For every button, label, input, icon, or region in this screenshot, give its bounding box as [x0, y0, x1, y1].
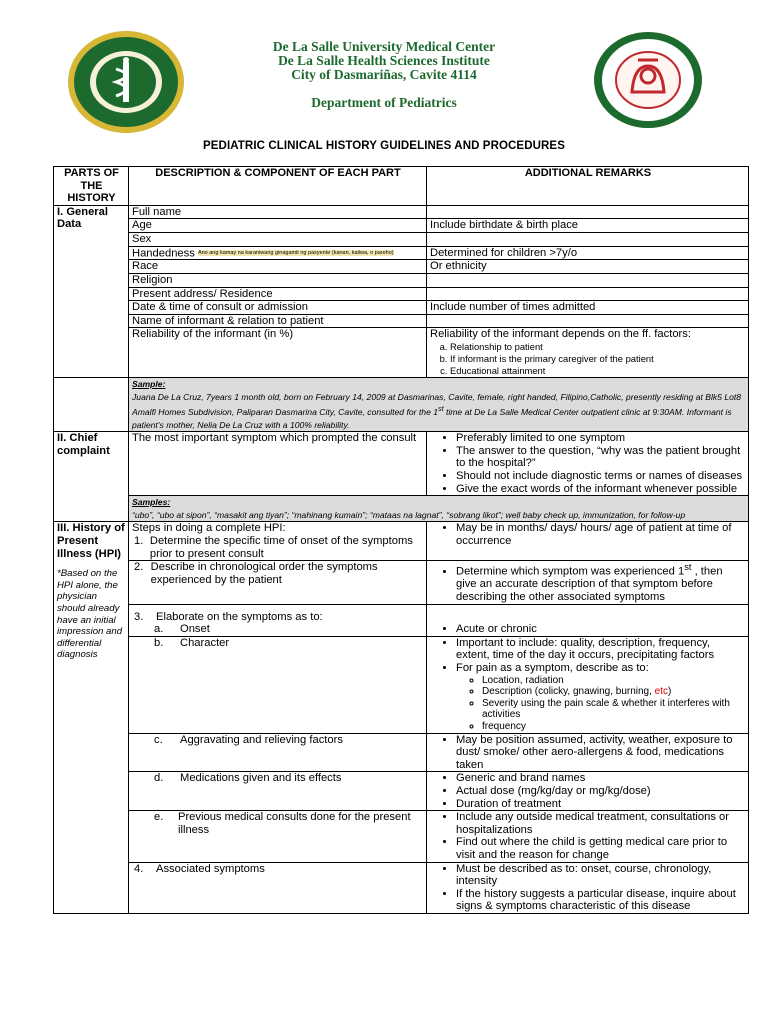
- step-text: Aggravating and relieving factors: [180, 733, 343, 746]
- col-header-parts: PARTS OF THE HISTORY: [54, 167, 129, 206]
- samples-label: Samples:: [132, 497, 171, 508]
- row-remark: [427, 205, 749, 219]
- list-item: • Give the exact words of the informant whenever possible: [456, 483, 746, 496]
- general-data-sample: [129, 377, 749, 431]
- document-title: PEDIATRIC CLINICAL HISTORY GUIDELINES AND PROCEDURES: [203, 140, 565, 152]
- hpi-step2-remark: [427, 561, 749, 605]
- department-name: Department of Pediatrics: [311, 95, 457, 110]
- list-item: [482, 686, 746, 698]
- row-desc: Date & time of consult or admission: [129, 301, 427, 315]
- list-item: • Include any outside medical treatment, consultations or hospitalizations: [456, 811, 746, 836]
- table-row: [54, 314, 749, 328]
- table-row: [54, 260, 749, 274]
- step-1: [132, 535, 424, 560]
- row-desc: Age: [129, 219, 427, 233]
- institution-name: De La Salle University Medical Center: [272, 39, 496, 54]
- step-number: 1.: [134, 534, 144, 547]
- list-item: • For pain as a symptom, describe as to:: [456, 662, 746, 675]
- hpi-step1: [129, 522, 427, 561]
- part-chief-complaint: II. Chief complaint: [54, 432, 129, 522]
- row-desc-handedness: [129, 246, 427, 260]
- hpi-note: *Based on the HPI alone, the physician should already have an initial impression and differential diagnosis: [57, 568, 123, 661]
- part-general-data: I. General Data: [54, 205, 129, 377]
- hpi-previous-consults-remark: [427, 811, 749, 862]
- step-3b: [132, 637, 424, 650]
- table-row: [54, 232, 749, 246]
- step-text: Previous medical consults done for the present illness: [177, 811, 411, 836]
- hpi-steps-intro: Steps in doing a complete HPI:: [132, 522, 286, 535]
- handedness-label: Handedness: [132, 246, 195, 259]
- sample-row: [54, 496, 749, 522]
- list-item: ◦ Severity using the pain scale & whether it interferes with activities: [482, 698, 746, 721]
- table-row: [54, 219, 749, 233]
- remark-text-cont: , then give an accurate description of that symptom before describing the other associated symptoms: [456, 565, 723, 604]
- hpi-medications: [129, 772, 427, 811]
- row-desc: Sex: [129, 232, 427, 246]
- step-letter: d.: [154, 772, 164, 785]
- sample-text: Juana De La Cruz, 7years 1 month old, born on February 14, 2009 at Dasmarinas, Cavite, female, right handed, Filipino,Catholic, presently residing at Blk5 Lot8 Amalfi Homes Subdivision, Paliparan Dasmarina City, Cavite, consulted for the 1: [132, 391, 742, 418]
- row-remark: Determined for children >7y/o: [427, 246, 749, 260]
- list-item: • The answer to the question, “why was the patient brought to the hospital?”: [456, 445, 746, 470]
- step-text: Describe in chronological order the symptoms experienced by the patient: [150, 561, 378, 586]
- step-letter: a.: [154, 623, 164, 636]
- reliability-intro: Reliability of the informant depends on the ff. factors:: [430, 328, 691, 341]
- pain-text: Description (colicky, gnawing, burning,: [482, 686, 655, 698]
- list-item: • May be in months/ days/ hours/ age of patient at time of occurrence: [456, 522, 746, 547]
- step-3a: [132, 623, 424, 636]
- remark-text: Determine which symptom was experienced 1: [456, 565, 685, 578]
- row-desc: Reliability of the informant (in %): [129, 328, 427, 378]
- letterhead: [0, 0, 768, 130]
- sample-text-cont: time at De La Salle Medical Center outpatient clinic at 9:30AM. Informant is patient’s mother, Nelia De La Cruz with a 100% reliability.: [132, 407, 732, 430]
- step-text: Character: [180, 636, 230, 649]
- list-item: • Duration of treatment: [456, 798, 746, 811]
- hpi-label: III. History of Present Illness (HPI): [57, 522, 125, 560]
- table-row: [54, 561, 749, 605]
- step-text: Onset: [180, 623, 210, 636]
- row-desc: Present address/ Residence: [129, 287, 427, 301]
- row-desc: Religion: [129, 274, 427, 288]
- sample-sup: st: [438, 405, 444, 414]
- empty-cell: [54, 377, 129, 431]
- row-remark: [427, 232, 749, 246]
- pain-text-red: etc: [654, 686, 669, 698]
- row-remark: [427, 274, 749, 288]
- list-item: c. Educational attainment: [450, 365, 746, 377]
- hpi-step2: [129, 561, 427, 605]
- row-remark: Include number of times admitted: [427, 301, 749, 315]
- table-row: [54, 274, 749, 288]
- pain-list: [430, 675, 746, 733]
- sample-row: [54, 377, 749, 431]
- step-number: 2.: [134, 561, 144, 574]
- hpi-step4: [129, 862, 427, 913]
- step-3c: [132, 734, 424, 747]
- handedness-note: Ano ang kamay na karaniwang ginagamit ng pasyente (kanan, kaliwa, o pareho): [197, 249, 394, 256]
- table-row: [54, 862, 749, 913]
- table-row: [54, 328, 749, 378]
- list-item: • Generic and brand names: [456, 772, 746, 785]
- pain-text-end: ): [668, 686, 672, 698]
- list-item: b. If informant is the primary caregiver of the patient: [450, 353, 746, 365]
- list-item: • Important to include: quality, description, frequency, extent, time of the day it occurs, precipitating factors: [456, 637, 746, 662]
- list-item: ◦ Location, radiation: [482, 675, 746, 687]
- list-item: • Find out where the child is getting medical care prior to visit and the reason for change: [456, 836, 746, 861]
- step-text: Medications given and its effects: [180, 772, 342, 785]
- row-desc: Full name: [129, 205, 427, 219]
- guidelines-table: [53, 166, 749, 914]
- step-3e: [132, 811, 424, 836]
- row-desc: Name of informant & relation to patient: [129, 314, 427, 328]
- table-row: [54, 636, 749, 733]
- hpi-step3: [129, 604, 427, 636]
- step-2: [132, 561, 424, 586]
- list-item: ◦ frequency: [482, 721, 746, 733]
- list-item: a. Relationship to patient: [450, 341, 746, 353]
- hpi-onset-remark: [427, 604, 749, 636]
- step-text: Associated symptoms: [156, 862, 265, 875]
- table-header-row: [54, 167, 749, 206]
- hpi-aggravating-remark: [427, 733, 749, 772]
- reliability-factors: [430, 341, 746, 377]
- step-3d: [132, 772, 424, 785]
- hpi-step1-remark: [427, 522, 749, 561]
- list-item: • Actual dose (mg/kg/day or mg/kg/dose): [456, 785, 746, 798]
- chief-complaint-samples: [129, 496, 749, 522]
- step-3: [132, 605, 424, 624]
- list-item: • Must be described as to: onset, course, chronology, intensity: [456, 863, 746, 888]
- hpi-previous-consults: [129, 811, 427, 862]
- step-letter: b.: [154, 636, 164, 649]
- samples-text: “ubo”, “ubo at sipon”, “masakit ang tiyan”; “mahinang kumain”; “mataas na lagnat”, “sobrang likot”; well baby check up, immunization, for follow-up: [132, 509, 686, 520]
- row-remark: [427, 287, 749, 301]
- list-item: • If the history suggests a particular disease, inquire about signs & symptoms characteristic of this disease: [456, 888, 746, 913]
- table-row: [54, 733, 749, 772]
- list-item: • Preferably limited to one symptom: [456, 432, 746, 445]
- hpi-step4-remark: [427, 862, 749, 913]
- table-row: [54, 604, 749, 636]
- pediatrics-seal-right: [592, 30, 704, 130]
- table-row: [54, 301, 749, 315]
- table-row: [54, 205, 749, 219]
- col-header-remarks: ADDITIONAL REMARKS: [427, 167, 749, 206]
- table-row: [54, 772, 749, 811]
- remark-sup: st: [684, 562, 692, 573]
- table-row: [54, 432, 749, 496]
- institution-address: City of Dasmariñas, Cavite 4114: [291, 67, 477, 82]
- part-hpi: [54, 522, 129, 914]
- step-number: 3.: [134, 610, 144, 623]
- dlsumc-seal-left: [66, 29, 186, 135]
- step-number: 4.: [134, 862, 144, 875]
- step-letter: c.: [154, 733, 163, 746]
- chief-remarks: [427, 432, 749, 496]
- step-text: Determine the specific time of onset of the symptoms prior to present consult: [149, 534, 413, 560]
- table-row: [54, 246, 749, 260]
- chief-desc: The most important symptom which prompted the consult: [129, 432, 427, 496]
- row-remark: Include birthdate & birth place: [427, 219, 749, 233]
- list-item: • Acute or chronic: [456, 623, 746, 636]
- row-remark: [427, 314, 749, 328]
- hpi-character: [129, 636, 427, 733]
- step-4: [132, 863, 424, 876]
- row-remark: Or ethnicity: [427, 260, 749, 274]
- institute-name: De La Salle Health Sciences Institute: [278, 53, 490, 68]
- list-item: • May be position assumed, activity, weather, exposure to dust/ smoke/ other aero-allergens & food, medications taken: [456, 734, 746, 772]
- table-row: [54, 522, 749, 561]
- step-letter: e.: [154, 811, 164, 824]
- step-text: Elaborate on the symptoms as to:: [156, 610, 323, 623]
- hpi-character-remark: [427, 636, 749, 733]
- col-header-description: DESCRIPTION & COMPONENT OF EACH PART: [129, 167, 427, 206]
- list-item: [456, 561, 746, 604]
- row-desc: Race: [129, 260, 427, 274]
- list-item: • Should not include diagnostic terms or names of diseases: [456, 470, 746, 483]
- hpi-aggravating: [129, 733, 427, 772]
- table-row: [54, 811, 749, 862]
- sample-label: Sample:: [132, 378, 166, 389]
- reliability-remark: [427, 328, 749, 378]
- hpi-medications-remark: [427, 772, 749, 811]
- table-row: [54, 287, 749, 301]
